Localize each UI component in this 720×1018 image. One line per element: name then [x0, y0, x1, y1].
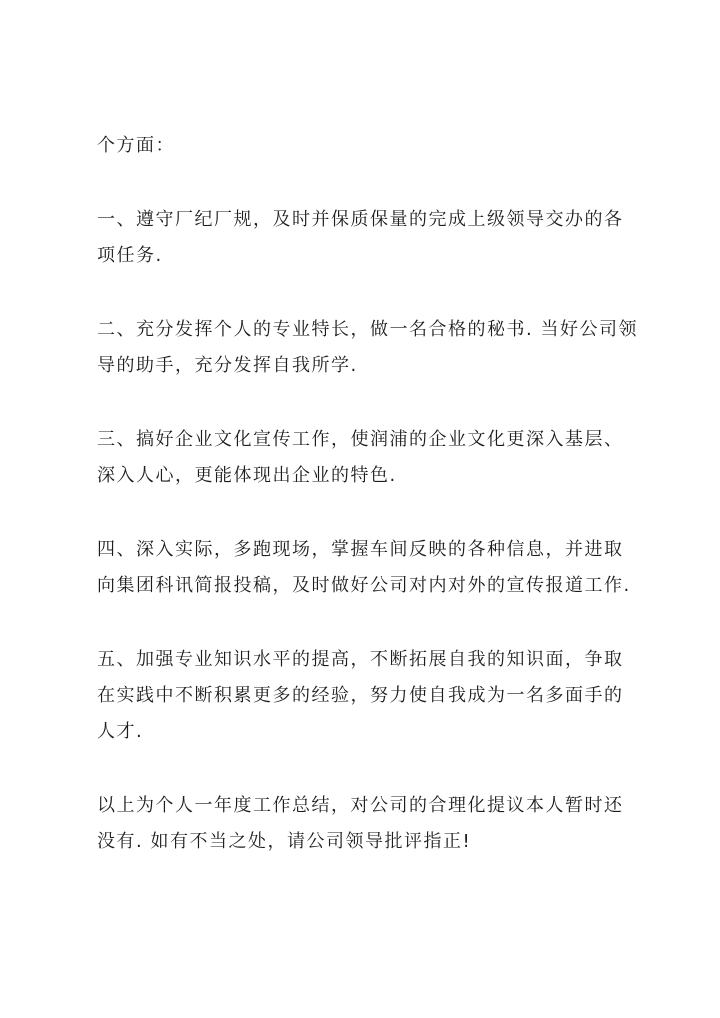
intro-line: 个方面： [97, 135, 175, 156]
list-item-3: 三、搞好企业文化宣传工作，使润浦的企业文化更深入基层、深入人心，更能体现出企业的特色. [97, 429, 624, 486]
document-body [97, 128, 642, 860]
list-item-1: 一、遵守厂纪厂规，及时并保质保量的完成上级领导交办的各项任务. [97, 209, 624, 266]
list-item-5: 五、加强专业知识水平的提高，不断拓展自我的知识面，争取在实践中不断积累更多的经验，努力使自我成为一名多面手的人才. [97, 649, 624, 742]
list-item-2: 二、充分发挥个人的专业特长，做一名合格的秘书. 当好公司领导的助手，充分发挥自我所学. [97, 319, 638, 376]
list-item-4: 四、深入实际，多跑现场，掌握车间反映的各种信息，并进取向集团科讯简报投稿，及时做好公司对内对外的宣传报道工作. [97, 539, 631, 596]
closing-paragraph: 以上为个人一年度工作总结，对公司的合理化提议本人暂时还没有. 如有不当之处，请公司领导批评指正! [97, 795, 624, 852]
